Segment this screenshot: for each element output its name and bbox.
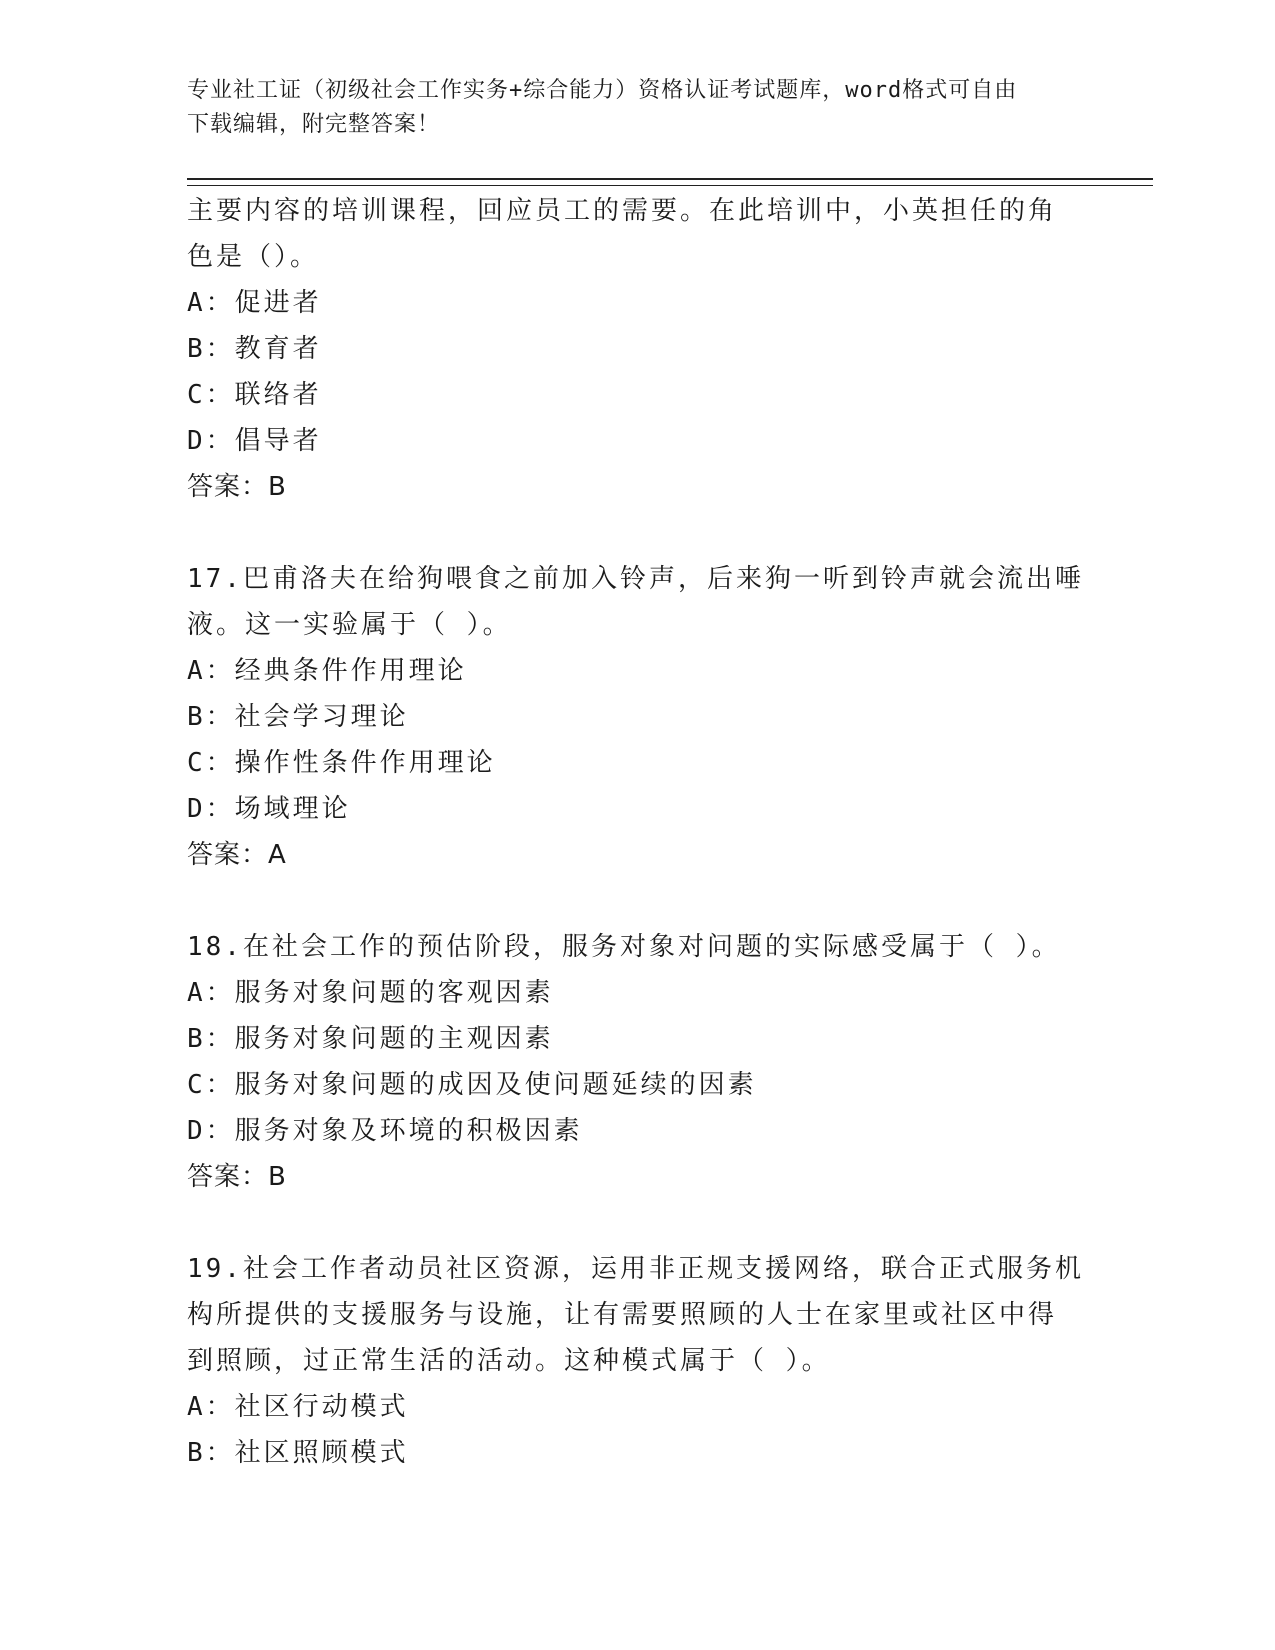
question-content [187, 188, 1087, 1476]
option-d: D：倡导者 [187, 426, 322, 456]
option-b: B：教育者 [187, 334, 322, 364]
header-divider [187, 178, 1153, 186]
option-d: D：场域理论 [187, 794, 351, 824]
question-stem-line: 色是（）。 [187, 242, 320, 272]
spacer [187, 878, 1087, 924]
option-b: B：服务对象问题的主观因素 [187, 1024, 554, 1054]
option-b: B：社会学习理论 [187, 702, 409, 732]
option-b: B：社区照顾模式 [187, 1438, 409, 1468]
option-c: C：联络者 [187, 380, 322, 410]
answer-label: 答案：B [187, 472, 287, 502]
question-stem-line: 18.在社会工作的预估阶段，服务对象对问题的实际感受属于（ ）。 [187, 932, 1061, 962]
question-stem-line: 19.社会工作者动员社区资源，运用非正规支援网络，联合正式服务机 [187, 1254, 1084, 1284]
question-stem-line: 主要内容的培训课程，回应员工的需要。在此培训中，小英担任的角 [187, 196, 1058, 226]
header-line-1: 专业社工证（初级社会工作实务+综合能力）资格认证考试题库，word格式可自由 [187, 78, 1018, 103]
option-c: C：操作性条件作用理论 [187, 748, 496, 778]
header-line-2: 下载编辑，附完整答案！ [187, 112, 441, 137]
option-a: A：服务对象问题的客观因素 [187, 978, 554, 1008]
question-18 [187, 924, 1087, 1200]
question-17 [187, 556, 1087, 878]
question-stem-line: 液。这一实验属于（ ）。 [187, 610, 512, 640]
question-stem-line: 到照顾，过正常生活的活动。这种模式属于（ ）。 [187, 1346, 831, 1376]
answer-label: 答案：A [187, 840, 287, 870]
question-19 [187, 1246, 1087, 1476]
option-d: D：服务对象及环境的积极因素 [187, 1116, 583, 1146]
option-a: A：经典条件作用理论 [187, 656, 467, 686]
page-header [187, 74, 1087, 142]
option-c: C：服务对象问题的成因及使问题延续的因素 [187, 1070, 757, 1100]
option-a: A：社区行动模式 [187, 1392, 409, 1422]
spacer [187, 510, 1087, 556]
question-stem-line: 构所提供的支援服务与设施，让有需要照顾的人士在家里或社区中得 [187, 1300, 1058, 1330]
option-a: A：促进者 [187, 288, 322, 318]
question-stem-line: 17.巴甫洛夫在给狗喂食之前加入铃声，后来狗一听到铃声就会流出唾 [187, 564, 1084, 594]
answer-label: 答案：B [187, 1162, 287, 1192]
spacer [187, 1200, 1087, 1246]
question-16 [187, 188, 1087, 510]
